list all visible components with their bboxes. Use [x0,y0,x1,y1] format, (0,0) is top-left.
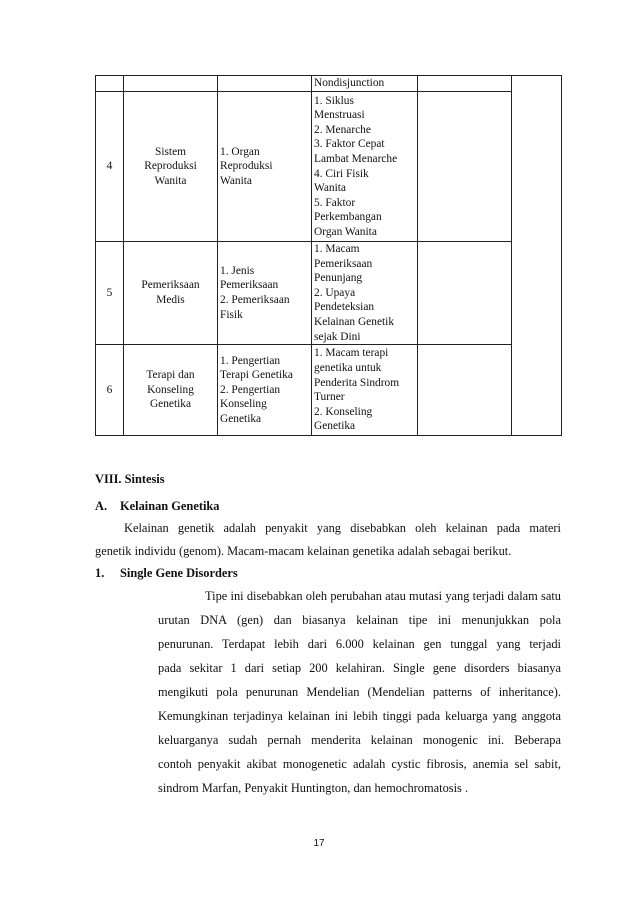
table-cell-topic: Sistem Reproduksi Wanita [124,92,218,242]
table-cell-number: 4 [96,92,124,242]
table-cell-material: 1. Macam Pemeriksaan Penunjang 2. Upaya Pendeteksian Kelainan Genetik sejak Dini [312,242,418,345]
table-cell-number: 6 [96,345,124,436]
paragraph-line: mengikuti pola penurunan Mendelian (Mendelian patterns of inheritance). [158,685,561,699]
table-cell-topic: Terapi dan Konseling Genetika [124,345,218,436]
table-cell-topic: Pemeriksaan Medis [124,242,218,345]
table-cell-empty [512,76,562,436]
subsection-title: Kelainan Genetika [120,499,220,513]
table-row [96,76,562,92]
topics-table [95,75,562,436]
paragraph-line: sindrom Marfan, Penyakit Huntington, dan hemochromatosis . [158,781,469,795]
table-cell-subtopic: 1. Organ Reproduksi Wanita [218,92,312,242]
table-cell-subtopic: 1. Jenis Pemeriksaan 2. Pemeriksaan Fisik [218,242,312,345]
item-label: 1. [95,566,105,580]
paragraph-line: pada sekitar 1 dari setiap 200 kelahiran. Single gene disorders biasanya [158,661,561,675]
section-heading: VIII. Sintesis [95,472,165,486]
page-number: 17 [313,838,325,849]
subsection-label: A. [95,499,108,513]
table-cell-material: Nondisjunction [312,76,418,92]
table-row [96,92,562,242]
paragraph-line: genetik individu (genom). Macam-macam kelainan genetika adalah sebagai berikut. [95,544,512,558]
table-cell-subtopic: 1. Pengertian Terapi Genetika 2. Pengertian Konseling Genetika [218,345,312,436]
paragraph-line: Tipe ini disebabkan oleh perubahan atau mutasi yang terjadi dalam satu [205,589,561,603]
paragraph-line: penurunan. Terdapat lebih dari 6.000 kelainan gen tunggal yang terjadi [158,637,561,651]
table-cell-material: 1. Siklus Menstruasi 2. Menarche 3. Faktor Cepat Lambat Menarche 4. Ciri Fisik Wanita 5. Faktor Perkembangan Organ Wanita [312,92,418,242]
paragraph-line: contoh penyakit akibat monogenetic adalah cystic fibrosis, anemia sel sabit, [158,757,561,771]
item-title: Single Gene Disorders [120,566,238,580]
table-cell-material: 1. Macam terapi genetika untuk Penderita Sindrom Turner 2. Konseling Genetika [312,345,418,436]
table-row [96,242,562,345]
paragraph-line: urutan DNA (gen) dan biasanya kelainan tipe ini menunjukkan pola [158,613,561,627]
paragraph-line: Kelainan genetik adalah penyakit yang disebabkan oleh kelainan pada materi [124,521,561,535]
table-row [96,345,562,436]
table-cell-number: 5 [96,242,124,345]
paragraph-line: Kemungkinan terjadinya kelainan ini lebih tinggi pada keluarga yang anggota [158,709,561,723]
paragraph-line: keluarganya sudah pernah menderita kelainan monogenic ini. Beberapa [158,733,561,747]
